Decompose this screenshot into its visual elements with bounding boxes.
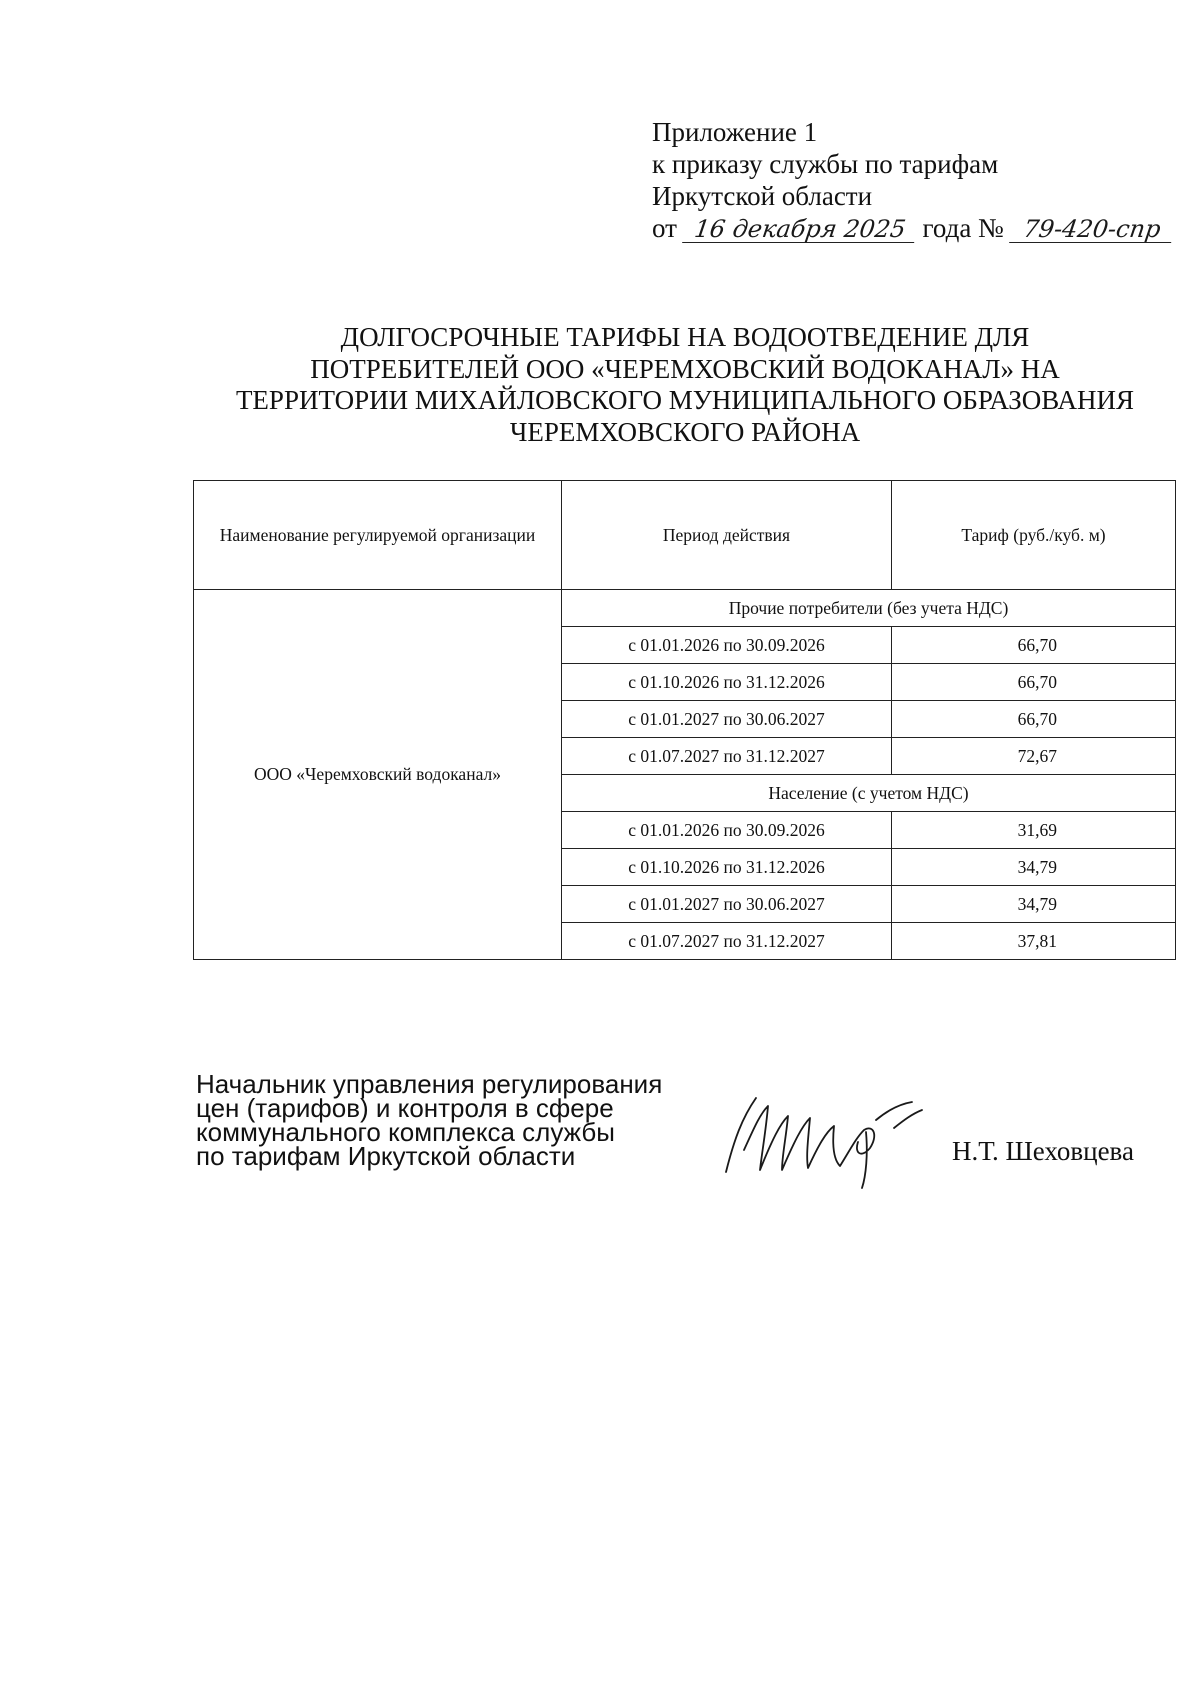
- period-cell: с 01.10.2026 по 31.12.2026: [562, 664, 892, 701]
- period-cell: с 01.01.2027 по 30.06.2027: [562, 701, 892, 738]
- group-header-population: Население (с учетом НДС): [562, 775, 1176, 812]
- tariff-cell: 34,79: [892, 886, 1176, 923]
- handwritten-signature: [716, 1080, 936, 1190]
- tariff-cell: 34,79: [892, 849, 1176, 886]
- header-period: Период действия: [562, 481, 892, 590]
- signer-name: Н.Т. Шеховцева: [952, 1136, 1134, 1166]
- table-row: [194, 590, 1176, 627]
- table-header-row: [194, 481, 1176, 590]
- tariff-cell: 66,70: [892, 701, 1176, 738]
- title-line-3: ТЕРРИТОРИИ МИХАЙЛОВСКОГО МУНИЦИПАЛЬНОГО ОБРАЗОВАНИЯ: [235, 385, 1135, 415]
- tariff-cell: 72,67: [892, 738, 1176, 775]
- position-line-4: по тарифам Иркутской области: [196, 1141, 576, 1171]
- title-line-1: ДОЛГОСРОЧНЫЕ ТАРИФЫ НА ВОДООТВЕДЕНИЕ ДЛЯ: [340, 322, 1030, 352]
- appendix-order-line: [652, 212, 1173, 244]
- handwritten-date: 16 декабря 2025: [682, 216, 918, 243]
- tariff-cell: 31,69: [892, 812, 1176, 849]
- organization-cell: ООО «Черемховский водоканал»: [194, 590, 562, 960]
- header-organization: Наименование регулируемой организации: [194, 481, 562, 590]
- document-title: [190, 322, 1180, 448]
- period-cell: с 01.10.2026 по 31.12.2026: [562, 849, 892, 886]
- signatory-position: [196, 1069, 663, 1171]
- period-cell: с 01.07.2027 по 31.12.2027: [562, 923, 892, 960]
- tariff-cell: 37,81: [892, 923, 1176, 960]
- tariff-cell: 66,70: [892, 627, 1176, 664]
- tariff-table: [193, 480, 1176, 960]
- period-cell: с 01.07.2027 по 31.12.2027: [562, 738, 892, 775]
- appendix-line-3: Иркутской области: [652, 181, 873, 211]
- position-line-2: цен (тарифов) и контроля в сфере: [196, 1093, 614, 1123]
- tariff-cell: 66,70: [892, 664, 1176, 701]
- position-line-3: коммунального комплекса службы: [196, 1117, 615, 1147]
- appendix-header: [652, 116, 1173, 244]
- appendix-line-2: к приказу службы по тарифам: [652, 149, 999, 179]
- appendix-year-label: года №: [922, 213, 1004, 243]
- period-cell: с 01.01.2026 по 30.09.2026: [562, 812, 892, 849]
- appendix-line-1: Приложение 1: [652, 117, 818, 147]
- period-cell: с 01.01.2026 по 30.09.2026: [562, 627, 892, 664]
- group-header-other-consumers: Прочие потребители (без учета НДС): [562, 590, 1176, 627]
- title-line-2: ПОТРЕБИТЕЛЕЙ ООО «ЧЕРЕМХОВСКИЙ ВОДОКАНАЛ» НА: [310, 353, 1060, 384]
- title-line-4: ЧЕРЕМХОВСКОГО РАЙОНА: [509, 416, 861, 447]
- appendix-from-label: от: [652, 213, 677, 243]
- period-cell: с 01.01.2027 по 30.06.2027: [562, 886, 892, 923]
- header-tariff: Тариф (руб./куб. м): [892, 481, 1176, 590]
- position-line-1: Начальник управления регулирования: [196, 1069, 663, 1099]
- handwritten-order-number: 79-420-спр: [1009, 216, 1175, 243]
